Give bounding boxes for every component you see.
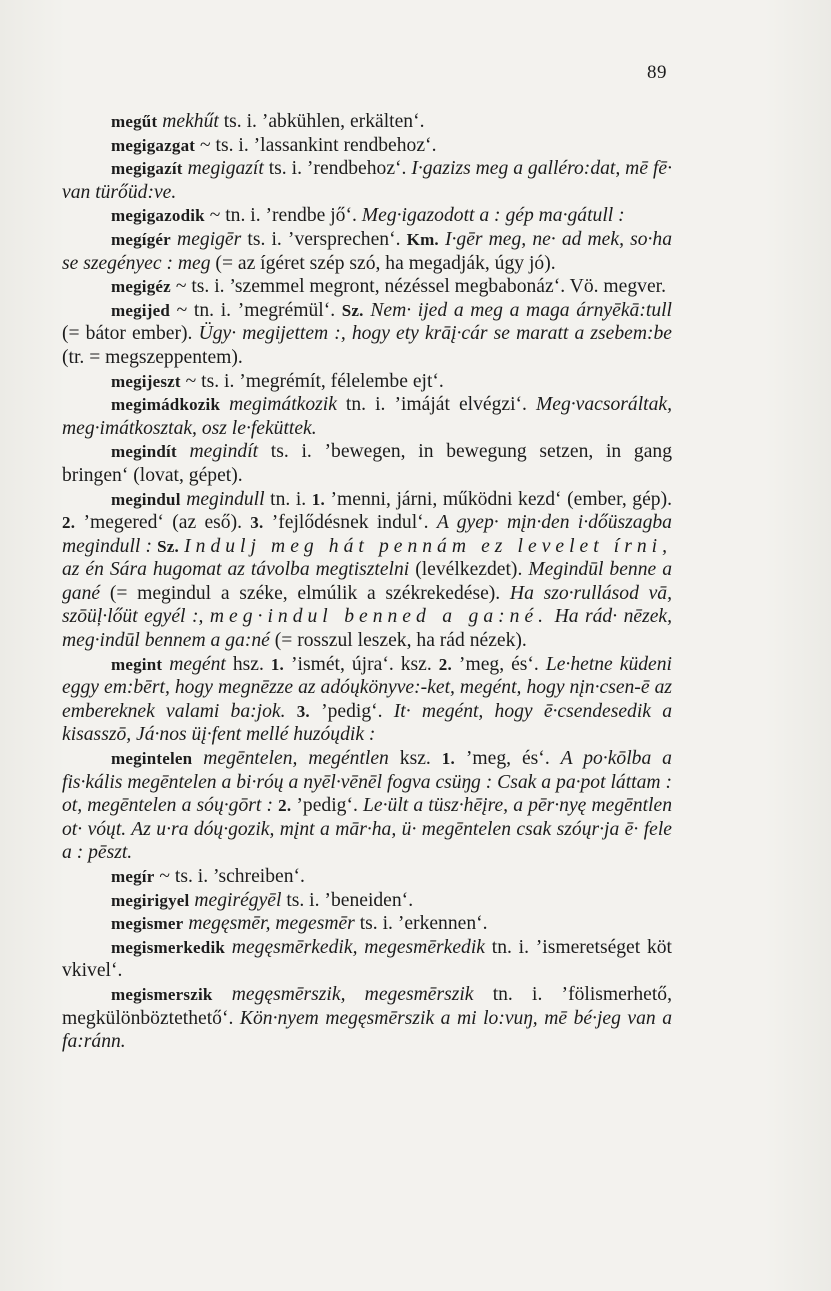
page-number: 89: [647, 62, 667, 83]
entry-headword: megigéz: [111, 277, 171, 297]
entry-definition: ts. i. ’abkühlen, erkälten‘.: [218, 111, 425, 132]
dictionary-entry: [62, 747, 672, 865]
entry-definition: ksz.: [388, 748, 442, 770]
entry-example: megént: [169, 653, 226, 675]
dictionary-entry: [62, 157, 672, 204]
entry-definition: hsz.: [225, 653, 271, 675]
entry-definition: tn. i. ’fölismerhető, megkülönböztethető‘.: [62, 983, 673, 1029]
entry-headword: megír: [111, 867, 155, 886]
entry-definition: ts. i. ’bewegen, in bewegung setzen, in gang bringen‘ (lovat, gépet).: [62, 441, 672, 486]
entry-definition: ’menni, járni, működni kezd‘ (ember, gép).: [324, 488, 672, 510]
entry-definition: ’meg, és‘.: [451, 653, 546, 675]
entry-definition: ~ ts. i. ’megrémít, félelembe ejt‘.: [185, 370, 444, 392]
entry-definition: ~ ts. i. ’schreiben‘.: [159, 866, 305, 887]
entry-example: megimátkozik: [229, 394, 337, 416]
entry-marker: 1.: [270, 654, 285, 674]
entry-headword: megígér: [111, 229, 171, 249]
entry-example: az én Sára hugomat az távolba megtisztelni: [62, 559, 410, 581]
dictionary-entry: [62, 889, 672, 913]
entry-marker: Sz.: [157, 536, 179, 556]
dictionary-entry: [62, 653, 672, 747]
entry-definition: ’megered‘ (az eső).: [75, 512, 251, 534]
entry-example: Meg·igazodott a : gép ma·gátull :: [361, 205, 625, 227]
entry-example: megigēr: [177, 228, 242, 250]
entry-headword: megijeszt: [111, 371, 181, 391]
entry-definition: ~ tn. i. ’megrémül‘.: [176, 299, 342, 321]
entry-example: Megindūl benne a gané: [62, 559, 672, 604]
entry-example: Indulj meg hát pennám ez levelet írni,: [184, 535, 672, 557]
dictionary-entry: [62, 488, 672, 653]
entry-definition: ’pedig‘.: [309, 700, 394, 722]
entry-definition: (= rosszul leszek, ha rád nézek).: [269, 630, 527, 652]
entry-definition: ~ tn. i. ’rendbe jő‘.: [209, 205, 362, 227]
entry-marker: 3.: [250, 513, 264, 533]
entry-headword: megindít: [111, 442, 177, 462]
entry-example: meg·indul benned a ga:né.: [209, 606, 549, 628]
entry-marker: 1.: [311, 489, 325, 509]
dictionary-entry: [62, 936, 672, 983]
entry-headword: megismerszik: [111, 984, 213, 1004]
entry-definition: ts. i. ’erkennen‘.: [354, 913, 488, 935]
entry-definition: (tr. = megszeppentem).: [62, 346, 243, 368]
entry-marker: 2.: [438, 654, 452, 674]
entry-headword: megirigyel: [111, 890, 190, 910]
entry-marker: Km.: [406, 229, 439, 249]
entry-example: Le·hetne küdeni eggy em:bērt, hogy megnēzze az adóųkönyve:-ket, megént, hogy nįn·csen-ē az embereknek valami ba:jok.: [62, 653, 672, 722]
dictionary-entry: [62, 983, 672, 1054]
entry-definition: ts. i. ’versprechen‘.: [241, 228, 407, 250]
entry-example: Le·ült a tüsz·hēįre, a pēr·nyę megēntlen ot· vóųt. Az u·ra dóų·gozik, mįnt a mār·ha, ü· megēntelen csak szóųr·ja ē· fele a : pēszt.: [62, 795, 672, 864]
entry-example: megirégyēl: [194, 889, 282, 911]
entry-definition: tn. i. ’imáját elvégzi‘.: [336, 394, 536, 416]
entry-definition: ~ ts. i. ’szemmel megront, nézéssel megbabonáz‘. Vö. megver.: [175, 276, 666, 298]
entry-example: Ha rád· nēzek, meg·indūl bennem a ga:né: [62, 606, 673, 652]
entry-example: Nem· ijed a meg a maga árnyēkā:tull: [370, 299, 673, 321]
dictionary-entry: [62, 865, 672, 889]
entry-definition: ts. i. ’beneiden‘.: [281, 889, 414, 911]
dictionary-entry: [62, 275, 672, 299]
dictionary-text-column: [62, 110, 672, 1054]
entry-headword: megismerkedik: [111, 937, 226, 957]
entry-example: A po·kōlba a fis·kális megēntelen a bi·róų a nyēl·vēnēl fogva csüŋg : Csak a pa·pot láttam : ot, megēntelen a sóų·gōrt :: [62, 748, 672, 817]
entry-headword: megimádkozik: [111, 395, 221, 415]
entry-example: megęsmērszik, megesmērszik: [231, 983, 474, 1005]
dictionary-entry: [62, 110, 672, 134]
entry-example: megigazít: [187, 158, 264, 180]
entry-example: mekhűt: [162, 111, 219, 132]
entry-definition: (levélkezdet).: [409, 559, 529, 581]
entry-headword: megint: [111, 654, 163, 674]
entry-example: megindull: [186, 488, 265, 510]
dictionary-entry: [62, 912, 672, 936]
dictionary-entry: [62, 299, 672, 370]
entry-definition: [286, 701, 297, 722]
entry-marker: 2.: [278, 796, 292, 816]
entry-example: Meg·vacsoráltak, meg·imátkosztak, osz le·feküttek.: [62, 394, 672, 439]
entry-definition: ~ ts. i. ’lassankint rendbehoz‘.: [200, 134, 437, 156]
dictionary-entry: [62, 204, 672, 228]
entry-example: It· megént, hogy ē·csendesedik a kisasszō, Já·nos üį·fent mellé huzóųdik :: [62, 700, 672, 746]
entry-example: Kön·nyem megęsmērszik a mi lo:vuŋ, mē bé·jeg van a fa:ránn.: [62, 1007, 673, 1053]
entry-headword: megűt: [111, 112, 158, 131]
entry-marker: 2.: [62, 513, 76, 533]
entry-marker: 3.: [296, 701, 310, 721]
entry-definition: tn. i. ’ismeretséget köt vkivel‘.: [62, 936, 672, 982]
entry-headword: megintelen: [111, 749, 193, 769]
dictionary-entry: [62, 440, 672, 487]
entry-definition: tn. i.: [264, 488, 312, 510]
entry-headword: megismer: [111, 914, 184, 934]
entry-headword: megigazgat: [111, 135, 196, 155]
entry-example: I·gēr meg, ne· ad mek, so·ha se szegényec : meg: [62, 228, 672, 274]
entry-example: megēntelen, megéntlen: [203, 748, 389, 770]
entry-definition: ’fejlődésnek indul‘.: [263, 512, 437, 534]
entry-headword: megindul: [111, 489, 181, 509]
entry-definition: ’meg, és‘.: [454, 748, 561, 770]
dictionary-entry: [62, 228, 672, 275]
entry-example: megindít: [189, 441, 259, 463]
entry-definition: (= megindul a széke, elmúlik a székrekedése).: [100, 582, 510, 604]
entry-headword: megigazodik: [111, 206, 205, 226]
entry-definition: (= bátor ember).: [62, 323, 199, 345]
entry-example: megęsmērkedik, megesmērkedik: [231, 936, 485, 958]
entry-definition: ’pedig‘.: [291, 795, 364, 817]
entry-marker: 1.: [441, 749, 455, 769]
entry-example: A gyep· mįn·den i·dőüszagba megindull :: [62, 512, 672, 557]
dictionary-entry: [62, 370, 672, 394]
entry-definition: ’ismét, újra‘. ksz.: [284, 653, 439, 675]
entry-headword: megigazít: [111, 159, 183, 179]
dictionary-entry: [62, 134, 672, 158]
entry-example: Ha szo·rullásod vā, szōüļ·lőüt egyél :,: [62, 582, 672, 628]
dictionary-entry: [62, 393, 672, 440]
entry-headword: megijed: [111, 300, 170, 320]
entry-example: I·gazizs meg a galléro:dat, mē fē· van türőüd:ve.: [62, 158, 672, 203]
entry-definition: ts. i. ’rendbehoz‘.: [263, 158, 412, 180]
entry-definition: (= az ígéret szép szó, ha megadják, úgy jó).: [210, 252, 556, 274]
entry-example: megęsmēr, megesmēr: [188, 913, 355, 935]
entry-example: Ügy· megijettem :, hogy ety krāį·cár se maratt a zsebem:be: [198, 323, 672, 345]
entry-marker: Sz.: [341, 300, 364, 320]
